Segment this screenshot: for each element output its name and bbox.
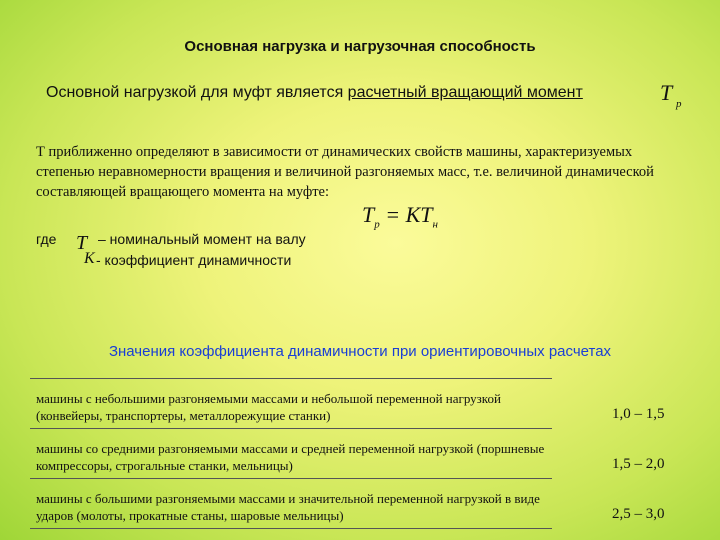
slide-title: Основная нагрузка и нагрузочная способность [184,38,536,55]
table-row [30,429,686,479]
definition-k: - коэффициент динамичности [96,252,292,268]
row-description: машины с большими разгоняемыми массами и значительной переменной нагрузкой в виде ударов (молоты, прокатные станы, шаровые мельницы) [30,479,552,529]
definition-t: – номинальный момент на валу [98,231,306,247]
row-description: машины со средними разгоняемыми массами и средней переменной нагрузкой (поршневые компрессоры, строгальные станки, мельницы) [30,429,552,479]
symbol-t-subscript: р [676,98,682,110]
row-value: 1,0 – 1,5 [612,405,665,422]
formula-rhs-sub: н [432,218,438,231]
coefficients-table [30,378,686,529]
table-row [30,479,686,529]
where-symbol-t: T [76,232,88,254]
row-value: 2,5 – 3,0 [612,505,665,522]
formula [362,202,438,230]
table-row [30,379,686,429]
intro-line [46,84,583,102]
where-symbol-k: K [84,250,95,267]
formula-lhs-sub: р [374,218,380,231]
row-description: машины с небольшими разгоняемыми массами и небольшой переменной нагрузкой (конвейеры, транспортеры, металлорежущие станки) [30,379,552,429]
where-label: где [36,231,57,247]
formula-lhs: T [362,202,375,227]
table-title: Значения коэффициента динамичности при ориентировочных расчетах [108,343,612,360]
description-paragraph: Т приближенно определяют в зависимости от динамических свойств машины, характеризуемых степенью неравномерности вращения и величиной разгоняемых масс, т.е. величиной динамической составляющей вращающего момента на муфте: [36,144,654,200]
formula-rhs: = KT [379,202,433,227]
row-value: 1,5 – 2,0 [612,455,665,472]
intro-prefix: Основной нагрузкой для муфт является [46,84,348,101]
intro-underlined-term: расчетный вращающий момент [347,84,583,101]
symbol-t-main: T [660,80,673,105]
